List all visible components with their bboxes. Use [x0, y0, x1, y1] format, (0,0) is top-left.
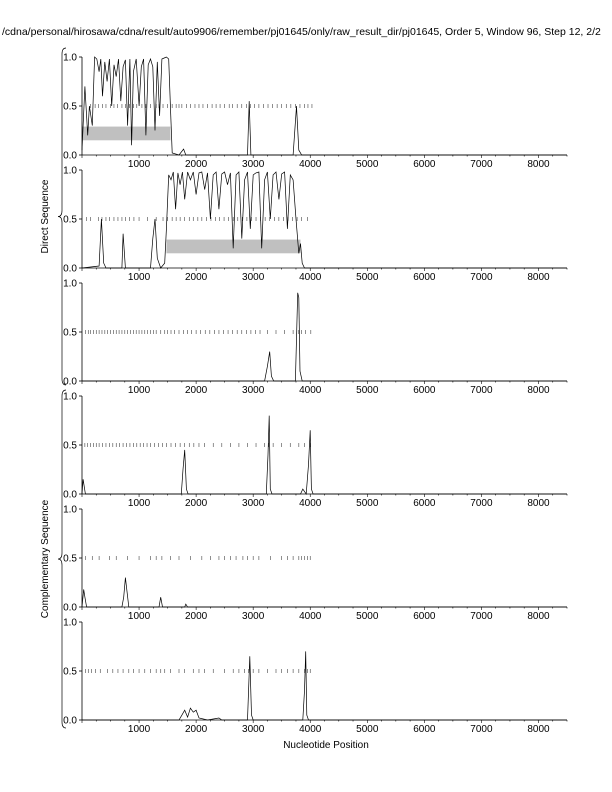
y-tick-label: 0.5	[63, 101, 77, 113]
x-tick-label: 6000	[413, 498, 436, 509]
y-tick-label: 0.0	[63, 376, 77, 388]
y-tick-label: 0.0	[63, 489, 77, 501]
panel-3	[63, 279, 567, 397]
x-tick-label: 4000	[299, 498, 322, 509]
x-tick-label: 7000	[470, 724, 493, 735]
complementary-sequence-group	[40, 390, 66, 728]
page-title: /cdna/personal/hirosawa/cdna/result/auto9906/remember/pj01645/only/raw_result_dir/pj01645, Order 5, Window 96, Step 12, 2/2	[2, 26, 601, 38]
x-tick-label: 2000	[184, 272, 208, 283]
x-tick-label: 3000	[242, 385, 265, 396]
x-tick-label: 1000	[127, 272, 151, 283]
x-tick-label: 2000	[184, 724, 208, 735]
x-tick-label: 4000	[299, 272, 322, 283]
x-tick-label: 6000	[413, 159, 436, 170]
x-tick-label: 6000	[413, 724, 436, 735]
x-tick-label: 4000	[299, 611, 322, 622]
y-tick-label: 0.0	[63, 150, 77, 162]
probability-line	[82, 293, 567, 381]
y-tick-label: 0.5	[63, 553, 77, 565]
probability-line	[82, 416, 567, 494]
x-tick-label: 3000	[242, 498, 265, 509]
y-tick-label: 1.0	[63, 617, 77, 629]
y-tick-label: 0.5	[63, 214, 77, 226]
x-tick-label: 6000	[413, 272, 436, 283]
panels	[63, 53, 567, 736]
panel-4	[63, 392, 567, 510]
x-tick-label: 1000	[127, 159, 151, 170]
x-tick-label: 8000	[527, 611, 550, 622]
x-tick-label: 4000	[299, 159, 322, 170]
y-tick-label: 0.5	[63, 327, 77, 339]
y-tick-label: 0.5	[63, 440, 77, 452]
x-tick-label: 5000	[356, 385, 379, 396]
x-tick-label: 1000	[127, 498, 151, 509]
x-tick-label: 7000	[470, 385, 493, 396]
x-tick-label: 1000	[127, 385, 151, 396]
x-tick-label: 1000	[127, 724, 151, 735]
direct-sequence-group	[40, 48, 66, 385]
probability-line	[82, 172, 567, 268]
x-tick-label: 2000	[184, 611, 208, 622]
x-tick-label: 4000	[299, 385, 322, 396]
x-tick-label: 3000	[242, 724, 265, 735]
x-tick-label: 6000	[413, 611, 436, 622]
y-tick-label: 1.0	[63, 165, 77, 177]
probability-line	[82, 651, 567, 720]
group-braces	[40, 48, 66, 728]
x-tick-label: 3000	[242, 611, 265, 622]
panel-6	[63, 618, 567, 736]
x-tick-label: 7000	[470, 498, 493, 509]
panel-2	[63, 166, 567, 284]
orf-box	[82, 127, 170, 141]
y-tick-label: 1.0	[63, 278, 77, 290]
x-axis-label: Nucleotide Position	[283, 740, 369, 751]
y-tick-label: 1.0	[63, 52, 77, 64]
y-tick-label: 0.0	[63, 263, 77, 275]
x-tick-label: 8000	[527, 498, 550, 509]
x-tick-label: 4000	[299, 724, 322, 735]
y-tick-label: 1.0	[63, 504, 77, 516]
x-tick-label: 8000	[527, 272, 550, 283]
panel-5	[63, 505, 567, 623]
x-tick-label: 2000	[184, 385, 208, 396]
x-tick-label: 7000	[470, 159, 493, 170]
x-tick-label: 3000	[242, 159, 265, 170]
x-tick-label: 6000	[413, 385, 436, 396]
panel-1	[63, 53, 567, 171]
x-tick-label: 5000	[356, 272, 379, 283]
x-tick-label: 3000	[242, 272, 265, 283]
x-tick-label: 8000	[527, 385, 550, 396]
x-tick-label: 5000	[356, 498, 379, 509]
x-tick-label: 1000	[127, 611, 151, 622]
x-tick-label: 5000	[356, 611, 379, 622]
direct-sequence-group-label: Direct Sequence	[40, 179, 51, 254]
x-tick-label: 8000	[527, 159, 550, 170]
x-tick-label: 5000	[356, 159, 379, 170]
x-tick-label: 7000	[470, 611, 493, 622]
x-tick-label: 2000	[184, 159, 208, 170]
y-tick-label: 1.0	[63, 391, 77, 403]
complementary-sequence-group-label: Complementary Sequence	[40, 499, 51, 619]
y-tick-label: 0.0	[63, 715, 77, 727]
x-tick-label: 7000	[470, 272, 493, 283]
y-tick-label: 0.0	[63, 602, 77, 614]
x-tick-label: 8000	[527, 724, 550, 735]
y-tick-label: 0.5	[63, 666, 77, 678]
x-tick-label: 2000	[184, 498, 208, 509]
x-tick-label: 5000	[356, 724, 379, 735]
probability-line	[82, 578, 567, 607]
